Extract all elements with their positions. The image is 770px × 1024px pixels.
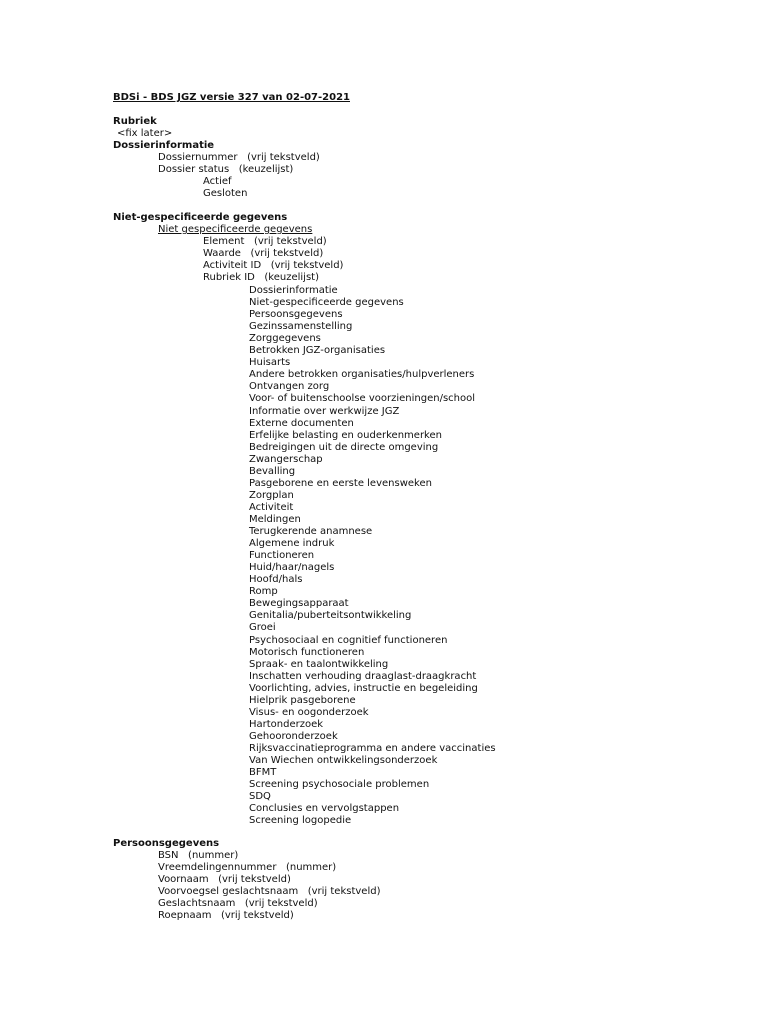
rubriek-option: Groei xyxy=(249,622,276,634)
rubriek-option: Persoonsgegevens xyxy=(249,309,343,321)
field-element: Element (vrij tekstveld) xyxy=(203,236,327,247)
rubriek-option: Bewegingsapparaat xyxy=(249,598,349,610)
field-dossier-status: Dossier status (keuzelijst) xyxy=(158,164,294,175)
rubriek-option: Gehooronderzoek xyxy=(249,730,338,742)
field-geslachtsnaam: Geslachtsnaam (vrij tekstveld) xyxy=(158,898,318,909)
rubriek-option: Zorgplan xyxy=(249,489,294,501)
rubriek-heading: Rubriek xyxy=(113,116,157,127)
rubriek-note: <fix later> xyxy=(117,128,173,139)
rubriek-option: Voorlichting, advies, instructie en begeleiding xyxy=(249,682,478,694)
rubriek-option: Screening logopedie xyxy=(249,815,352,827)
rubriek-option: Visus- en oogonderzoek xyxy=(249,706,369,718)
rubriek-option: Psychosociaal en cognitief functioneren xyxy=(249,634,448,646)
rubriek-option: Betrokken JGZ-organisaties xyxy=(249,345,386,357)
option-gesloten: Gesloten xyxy=(203,188,248,199)
rubriek-option: Meldingen xyxy=(249,514,301,525)
rubriek-option: Hoofd/hals xyxy=(249,574,303,586)
rubriek-option: Externe documenten xyxy=(249,417,354,429)
rubriek-option: Gezinssamenstelling xyxy=(249,321,353,333)
rubriek-option: Zorggegevens xyxy=(249,333,321,345)
rubriek-option: SDQ xyxy=(249,791,271,803)
rubriek-option: Romp xyxy=(249,586,278,598)
niet-gespecificeerd-subheading: Niet gespecificeerde gegevens xyxy=(158,224,313,235)
rubriek-option: Zwangerschap xyxy=(249,453,323,465)
rubriek-option: BFMT xyxy=(249,767,277,778)
field-waarde: Waarde (vrij tekstveld) xyxy=(203,248,324,259)
rubriek-option: Conclusies en vervolgstappen xyxy=(249,803,400,815)
field-activiteit-id: Activiteit ID (vrij tekstveld) xyxy=(203,260,344,271)
dossierinformatie-heading: Dossierinformatie xyxy=(113,140,215,151)
rubriek-option: Huid/haar/nagels xyxy=(249,562,335,574)
rubriek-option: Rijksvaccinatieprogramma en andere vaccinaties xyxy=(249,742,496,754)
rubriek-option: Motorisch functioneren xyxy=(249,646,365,658)
rubriek-option: Andere betrokken organisaties/hulpverleners xyxy=(249,369,475,381)
rubriek-option: Terugkerende anamnese xyxy=(249,526,373,537)
rubriek-option: Bevalling xyxy=(249,465,296,477)
option-actief: Actief xyxy=(203,176,232,187)
rubriek-option: Activiteit xyxy=(249,501,294,513)
rubriek-option: Niet-gespecificeerde gegevens xyxy=(249,297,404,309)
rubriek-option: Van Wiechen ontwikkelingsonderzoek xyxy=(249,755,438,766)
field-vreemdelingennummer: Vreemdelingennummer (nummer) xyxy=(158,862,337,873)
field-rubriek-id: Rubriek ID (keuzelijst) xyxy=(203,272,319,283)
rubriek-option: Spraak- en taalontwikkeling xyxy=(249,658,389,670)
rubriek-option: Voor- of buitenschoolse voorzieningen/school xyxy=(249,393,476,405)
rubriek-option: Algemene indruk xyxy=(249,538,335,550)
persoonsgegevens-heading: Persoonsgegevens xyxy=(113,838,220,849)
field-bsn: BSN (nummer) xyxy=(158,850,239,861)
rubriek-option: Informatie over werkwijze JGZ xyxy=(249,405,400,417)
rubriek-option: Hielprik pasgeborene xyxy=(249,694,356,706)
field-roepnaam: Roepnaam (vrij tekstveld) xyxy=(158,910,294,921)
rubriek-option: Erfelijke belasting en ouderkenmerken xyxy=(249,429,442,441)
field-voornaam: Voornaam (vrij tekstveld) xyxy=(158,874,291,885)
rubriek-option: Functioneren xyxy=(249,550,315,562)
rubriek-option: Bedreigingen uit de directe omgeving xyxy=(249,441,439,453)
rubriek-option: Screening psychosociale problemen xyxy=(249,779,430,790)
field-voorvoegsel-geslachtsnaam: Voorvoegsel geslachtsnaam (vrij tekstveld) xyxy=(158,886,381,897)
rubriek-option: Hartonderzoek xyxy=(249,718,324,730)
niet-gespecificeerd-heading: Niet-gespecificeerde gegevens xyxy=(113,212,288,223)
rubriek-option: Inschatten verhouding draaglast-draagkracht xyxy=(249,670,477,682)
rubriek-option: Pasgeborene en eerste levensweken xyxy=(249,477,432,489)
rubriek-option: Ontvangen zorg xyxy=(249,381,330,393)
field-dossiernummer: Dossiernummer (vrij tekstveld) xyxy=(158,152,320,163)
rubriek-option: Huisarts xyxy=(249,357,291,369)
rubriek-option: Genitalia/puberteitsontwikkeling xyxy=(249,610,412,622)
document-title: BDSi - BDS JGZ versie 327 van 02-07-2021 xyxy=(113,92,350,103)
rubriek-option: Dossierinformatie xyxy=(249,285,338,296)
